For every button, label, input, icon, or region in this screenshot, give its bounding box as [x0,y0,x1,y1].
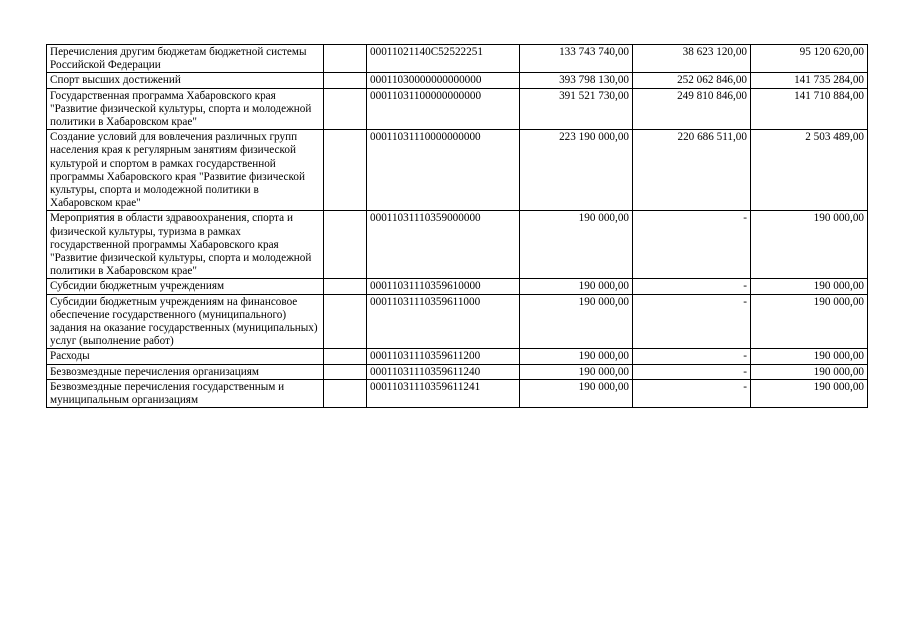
row-code: 00011031110359611240 [367,364,520,379]
row-value-3: 190 000,00 [751,379,868,407]
row-code: 00011021140С52522251 [367,45,520,73]
row-code: 00011031110359611000 [367,294,520,349]
row-value-3: 190 000,00 [751,364,868,379]
row-empty-cell [324,130,367,211]
row-code: 00011031110359611200 [367,349,520,364]
row-value-2: 220 686 511,00 [633,130,751,211]
row-value-3: 2 503 489,00 [751,130,868,211]
row-value-3: 190 000,00 [751,279,868,294]
row-code: 00011031110359000000 [367,211,520,279]
row-name: Государственная программа Хабаровского края "Развитие физической культуры, спорта и молодежной политики в Хабаровском крае" [47,88,324,130]
row-empty-cell [324,294,367,349]
row-name: Безвозмездные перечисления организациям [47,364,324,379]
table-row [47,211,868,279]
row-code: 00011031110000000000 [367,130,520,211]
row-value-3: 190 000,00 [751,211,868,279]
row-value-1: 190 000,00 [520,294,633,349]
row-empty-cell [324,364,367,379]
row-value-3: 141 710 884,00 [751,88,868,130]
row-empty-cell [324,211,367,279]
table-row [47,294,868,349]
table-row [47,88,868,130]
row-name: Спорт высших достижений [47,73,324,88]
row-name: Безвозмездные перечисления государственным и муниципальным организациям [47,379,324,407]
table-row [47,364,868,379]
row-value-1: 133 743 740,00 [520,45,633,73]
row-name: Расходы [47,349,324,364]
row-value-3: 95 120 620,00 [751,45,868,73]
row-empty-cell [324,379,367,407]
row-value-2: - [633,349,751,364]
row-value-1: 190 000,00 [520,364,633,379]
row-name: Субсидии бюджетным учреждениям на финансовое обеспечение государственного (муниципального) задания на оказание государственных (муниципальных) услуг (выполнение работ) [47,294,324,349]
row-name: Субсидии бюджетным учреждениям [47,279,324,294]
row-code: 00011030000000000000 [367,73,520,88]
row-name: Перечисления другим бюджетам бюджетной системы Российской Федерации [47,45,324,73]
row-code: 00011031100000000000 [367,88,520,130]
row-empty-cell [324,73,367,88]
row-name: Создание условий для вовлечения различных групп населения края к регулярным занятиям физической культурой и спортом в рамках государственной программы Хабаровского края "Развитие физической культуры, спорта и молодежной политики в Хабаровском крае" [47,130,324,211]
row-value-2: - [633,211,751,279]
table-row [47,45,868,73]
row-value-3: 190 000,00 [751,349,868,364]
row-code: 00011031110359610000 [367,279,520,294]
row-name: Мероприятия в области здравоохранения, спорта и физической культуры, туризма в рамках государственной программы Хабаровского края "Развитие физической культуры, спорта и молодежной политики в Хабаровском крае" [47,211,324,279]
row-value-2: - [633,279,751,294]
row-value-2: - [633,379,751,407]
row-value-1: 223 190 000,00 [520,130,633,211]
row-value-1: 190 000,00 [520,379,633,407]
row-value-1: 391 521 730,00 [520,88,633,130]
table-row [47,73,868,88]
row-empty-cell [324,88,367,130]
table-row [47,379,868,407]
row-value-1: 190 000,00 [520,279,633,294]
row-empty-cell [324,349,367,364]
row-empty-cell [324,279,367,294]
row-value-2: 249 810 846,00 [633,88,751,130]
row-value-2: - [633,294,751,349]
table-body [47,45,868,408]
row-code: 00011031110359611241 [367,379,520,407]
row-value-2: 38 623 120,00 [633,45,751,73]
table-row [47,130,868,211]
row-value-1: 190 000,00 [520,349,633,364]
budget-table [46,44,868,408]
row-value-3: 141 735 284,00 [751,73,868,88]
table-row [47,279,868,294]
row-empty-cell [324,45,367,73]
row-value-2: 252 062 846,00 [633,73,751,88]
row-value-2: - [633,364,751,379]
row-value-1: 190 000,00 [520,211,633,279]
row-value-3: 190 000,00 [751,294,868,349]
table-row [47,349,868,364]
row-value-1: 393 798 130,00 [520,73,633,88]
